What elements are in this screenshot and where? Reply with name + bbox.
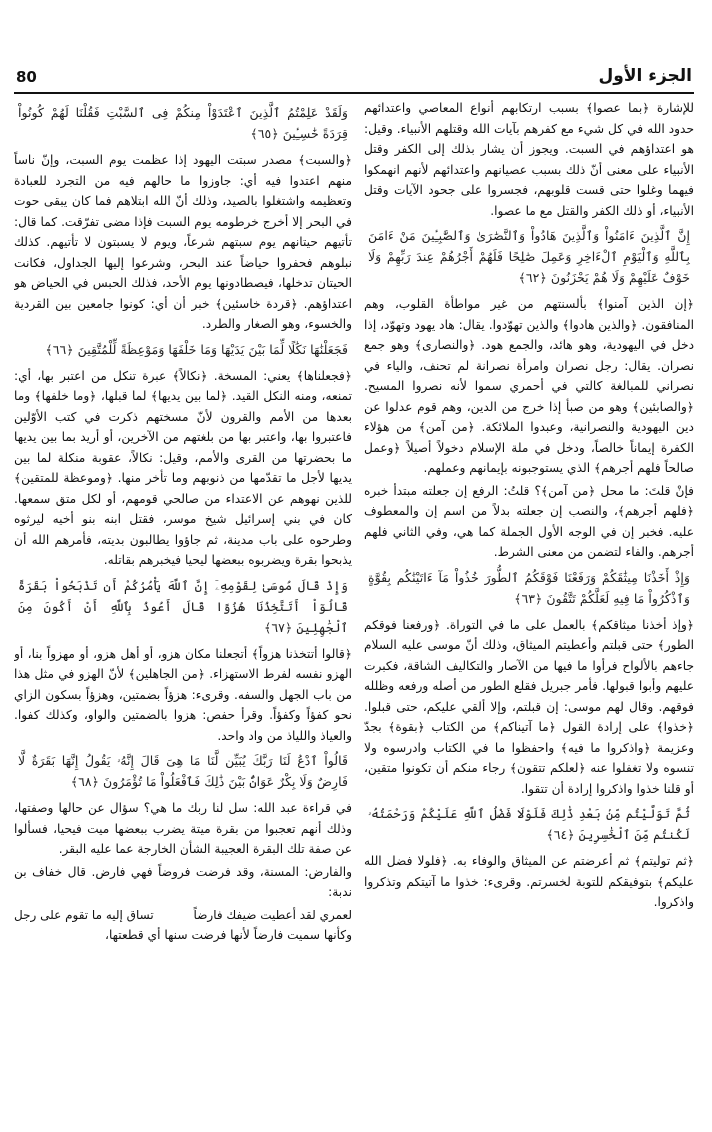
commentary-paragraph: ﴿وإذ أخذنا ميثاقكم﴾ بالعمل على ما في التوراة. ﴿ورفعنا فوقكم الطور﴾ حتى قبلتم وأعطيتم الميثاق، وذلك أنّ موسى عليه السلام جاءهم بالألواح فرأوا ما فيها من الآصار والتكاليف الشاقة، فكبرت عليهم وأبوا قبولها. فأمر جبريل فقلع الطور من أصله ورفعه وظلله فوقهم. وقال لهم موسى: إن قبلتم، وإلا ألقي عليكم، حتى قبلوا. ﴿خذوا﴾ على إرادة القول ﴿ما آتيناكم﴾ من الكتاب ﴿بقوة﴾ بجدّ وعزيمة ﴿واذكروا ما فيه﴾ واحفظوا ما في الكتاب وادرسوه ولا تنسوه ولا تغفلوا عنه ﴿لعلكم تتقون﴾ رجاء منكم أن تكونوا متقين، أو قلنا خذوا واذكروا إرادة أن تتقوا. [364,617,694,796]
commentary-paragraph: ﴿ثم توليتم﴾ ثم أعرضتم عن الميثاق والوفاء به. ﴿فلولا فضل الله عليكم﴾ بتوفيقكم للتوبة لخسرتم. وقرىء: خذوا ما آتيتكم وتذكروا واذكروا. [364,854,694,909]
poem-second-hemistich: تساق إليه ما تقوم على رجل [14,907,154,922]
commentary-paragraph: ﴿فجعلناها﴾ يعني: المسخة. ﴿نكالاً﴾ عبرة تنكل من اعتبر بها، أي: تمنعه، ومنه النكل القيد. ﴿لما بين يديها﴾ لما قبلها، ﴿وما خلفها﴾ وما بعدها من الأمم والقرون لأنّ مسختهم ذكرت في كتب الأوّلين فاعتبروا بها، واعتبر بها من بلغتهم من الآخرين، أو أريد بما بين يديها ما بحضرتها من القرى والأمم، وقيل: نكالاً، عقوبة منكلة لما بين يديها لأجل ما تقدّمها من ذنوبهم وما تأخر منها. ﴿وموعظة للمتقين﴾ للذين نهوهم عن الاعتداء من صالحي قومهم، أو لكل متق سمعها. كان في بني إسرائيل شيخ موسر، فقتل ابنه بنو أخيه ليرثوه وطرحوه على باب مدينة، ثم جاؤوا يطالبون بديته، فأمرهم الله أن يذبحوا بقرة ويضربوه ببعضها ليحيا فيخبرهم بقاتله. [14,368,352,567]
right-column [364,98,694,1122]
running-title: الجزء الأول [598,66,692,86]
poem-line [14,905,352,925]
commentary-paragraph: والفارض: المسنة، وقد فرضت فروضاً فهي فارض. قال خفاف بن ندبة: [14,864,352,899]
page-header [14,66,694,94]
commentary-paragraph: ﴿والسبت﴾ مصدر سبتت اليهود إذا عظمت يوم السبت، وإنّ ناساً منهم اعتدوا فيه أي: جاوزوا ما حالهم فيه من التجرد للعبادة وتعظيمه واشتغلوا بالصيد، وذلك أنّ الله ابتلاهم فما كان يبقى حوت في البحر إلا أخرج خرطومه يوم السبت فإذا مضى تفرّقت. كما قال: تأتيهم حيتانهم يوم سبتهم شرعاً، ويوم لا يسبتون لا تأتيهم. كذلك نبلوهم فحفروا حياضاً عند البحر، وشرعوا إليها الجداول، فكانت الحيتان تدخلها، فيصطادونها يوم الأحد، فذلك الحبس في الحياض هو اعتداؤهم. ﴿قردة خاسئين﴾ خبر أن أي: كونوا جامعين بين القردية والخسوء، وهو الصغار والطرد. [14,153,352,331]
quran-verse: إِنَّ ٱلَّذِينَ ءَامَنُواْ وَٱلَّذِينَ هَادُواْ وَٱلنَّصَٰرَىٰ وَٱلصَّٰبِـِٔينَ مَنْ ءَامَنَ بِٱللَّهِ وَٱلْيَوْمِ ٱلْءَاخِرِ وَعَمِلَ صَٰلِحًا فَلَهُمْ أَجْرُهُمْ عِندَ رَبِّهِمْ وَلَا خَوْفٌ عَلَيْهِمْ وَلَا هُمْ يَحْزَنُونَ ﴿٦٢﴾ [368,228,690,285]
quran-verse: وَإِذْ قَالَ مُوسَىٰ لِقَوْمِهِۦٓ إِنَّ ٱللَّهَ يَأْمُرُكُمْ أَن تَذْبَحُواْ بَقَرَةً قَالُوٓاْ أَتَتَّخِذُنَا هُزُوًا قَالَ أَعُوذُ بِٱللَّهِ أَنْ أَكُونَ مِنَ ٱلْجَٰهِلِينَ ﴿٦٧﴾ [18,577,348,635]
quran-verse: قَالُواْ ٱدْعُ لَنَا رَبَّكَ يُبَيِّن لَّنَا مَا هِىَ قَالَ إِنَّهُۥ يَقُولُ إِنَّهَا بَقَرَةٌ لَّا فَارِضٌ وَلَا بِكْرٌ عَوَانٌۢ بَيْنَ ذَٰلِكَ فَٱفْعَلُواْ مَا تُؤْمَرُونَ ﴿٦٨﴾ [18,753,348,789]
quran-verse: ثُمَّ تَوَلَّيْتُم مِّنۢ بَعْدِ ذَٰلِكَ فَلَوْلَا فَضْلُ ٱللَّهِ عَلَيْكُمْ وَرَحْمَتُهُۥ لَكُنتُم مِّنَ ٱلْخَٰسِرِينَ ﴿٦٤﴾ [368,806,690,842]
page-number: 80 [16,68,37,86]
quran-verse: وَلَقَدْ عَلِمْتُمُ ٱلَّذِينَ ٱعْتَدَوْاْ مِنكُمْ فِى ٱلسَّبْتِ فَقُلْنَا لَهُمْ كُونُواْ قِرَدَةً خَٰسِـِٔينَ ﴿٦٥﴾ [18,105,348,141]
commentary-paragraph: فإنْ قلتَ: ما محل ﴿من آمن﴾؟ قلتُ: الرفع إن جعلته مبتدأ خبره ﴿فلهم أجرهم﴾، والنصب إن جعلته بدلاً من اسم إن والمعطوف عليه. فخبر إن في الوجه الأول الجملة كما هي، وفي الثاني فلهم أجرهم. والفاء لتضمن من معنى الشرط. [364,483,694,559]
poem-first-hemistich: لعمري لقد أعطيت ضيفك فارضاً [193,907,352,922]
commentary-paragraph: ﴿إن الذين آمنوا﴾ بألسنتهم من غير مواطأة القلوب، وهم المنافقون. ﴿والذين هادوا﴾ والذين تهوّدوا. يقال: هاد يهود وتهوّد، إذا دخل في اليهودية، وهو هائد، والجمع هود. ﴿والنصارى﴾ وهو جمع نصران. يقال: رجل نصران وامرأة نصرانة لم تحنف، والياء في نصراني للمبالغة كالتي في أحمري سموا لأنه نصروا المسيح. ﴿والصابئين﴾ وهو من صبأ إذا خرج من الدين، وهم قوم عدلوا عن دين اليهودية والنصرانية، وعبدوا الملائكة. ﴿من آمن﴾ من هؤلاء الكفرة إيماناً خالصاً، ودخل في ملة الإسلام دخولاً أصيلاً ﴿وعمل صالحاً فلهم أجرهم﴾ الذي يستوجبونه بإيمانهم وعملهم. [364,297,694,475]
commentary-paragraph: في قراءة عبد الله: سل لنا ربك ما هي؟ سؤال عن حالها وصفتها، وذلك أنهم تعجبوا من بقرة ميتة يضرب ببعضها ميت فيحيا، فسألوا عن صفة تلك البقرة العجيبة الشأن الخارجة عما عليه البقر. [14,801,352,856]
quran-verse: فَجَعَلْنَٰهَا نَكَٰلًا لِّمَا بَيْنَ يَدَيْهَا وَمَا خَلْفَهَا وَمَوْعِظَةً لِّلْمُتَّقِينَ ﴿٦٦﴾ [45,341,348,357]
commentary-paragraph: وكأنها سميت فارضاً لأنها فرضت سنها أي قطعتها، [105,927,352,942]
commentary-paragraph: ﴿قالوا أتتخذنا هزواً﴾ أتجعلنا مكان هزو، أو أهل هزو، أو مهزواً بنا، أو الهزو نفسه لفرط الاستهزاء. ﴿من الجاهلين﴾ لأنّ الهزو في مثل هذا من باب الجهل والسفه. وقرىء: هزؤاً بضمتين، وهزؤاً بسكون الزاي نحو كفؤاً وكفؤاً. وقرأ حفص: هزوا بالضمتين والواو، وكذلك كفوا. والعياذ واللياذ من واد واحد. [14,646,352,743]
commentary-paragraph: للإشارة ﴿بما عصوا﴾ بسبب ارتكابهم أنواع المعاصي واعتدائهم حدود الله في كل شيء مع كفرهم بآيات الله وقتلهم الأنبياء. وقيل: هو اعتداؤهم في السبت. ويجوز أن يشار بذلك إلى الكفر وقتل الأنبياء على معنى أنّ ذلك بسبب عصيانهم واعتدائهم لأنهم انهمكوا فيهما وغلوا حتى قست قلوبهم، فجسروا على جحود الآيات وقتل الأنبياء، أو ذلك الكفر والقتل مع ما عصوا. [364,101,694,218]
quran-verse: وَإِذْ أَخَذْنَا مِيثَٰقَكُمْ وَرَفَعْنَا فَوْقَكُمُ ٱلطُّورَ خُذُواْ مَآ ءَاتَيْنَٰكُم بِقُوَّةٍ وَٱذْكُرُواْ مَا فِيهِ لَعَلَّكُمْ تَتَّقُونَ ﴿٦٣﴾ [368,569,690,606]
left-column [14,98,352,1122]
